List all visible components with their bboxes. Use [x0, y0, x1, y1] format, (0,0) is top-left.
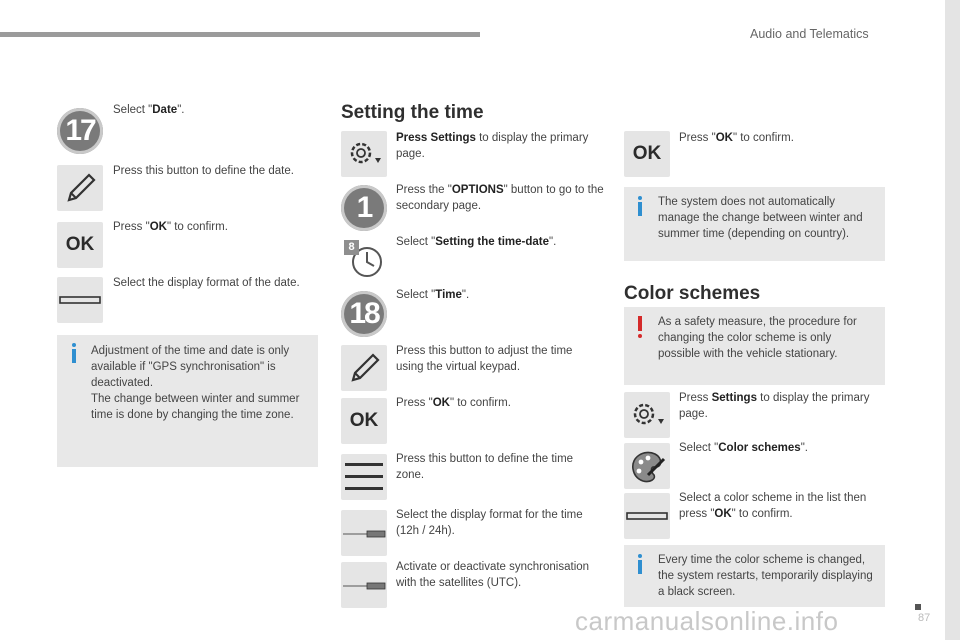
step-text-define-date: Press this button to define the date. [113, 165, 294, 177]
info-box-restart [624, 545, 885, 607]
info-icon-dot [72, 343, 76, 347]
pencil-icon [341, 345, 387, 391]
section-title: Audio and Telematics [750, 27, 869, 41]
watermark: carmanualsonline.info [575, 606, 839, 636]
menu-lines-icon [341, 454, 387, 500]
step-text-press-settings: Press Settings to display the primary page. [679, 392, 870, 420]
step-text-confirm: Press "OK" to confirm. [679, 132, 794, 144]
info-icon [638, 202, 642, 216]
step-badge-18: 18 [341, 291, 387, 337]
step-text-time-zone: Press this button to define the time zone. [396, 453, 574, 481]
heading-color-schemes: Color schemes [624, 283, 761, 304]
warning-icon [638, 316, 642, 331]
heading-setting-time: Setting the time [341, 102, 484, 123]
toggle-slider-icon [341, 562, 387, 608]
step-text-time: Select "Time". [396, 289, 470, 301]
step-text-keypad: Press this button to adjust the time using the virtual keypad. [396, 345, 573, 373]
header-bar [0, 32, 480, 37]
info-icon [638, 560, 642, 574]
info-text-gps: Adjustment of the time and date is only available if "GPS synchronisation" is deactivated. The change between winter and summer time is done by changing the time zone. [91, 345, 300, 421]
settings-icon [624, 392, 670, 438]
palette-icon [624, 443, 670, 489]
toggle-slider-icon [341, 510, 387, 556]
ok-icon: OK [57, 222, 103, 268]
page-edge-strip [945, 0, 960, 640]
info-box-winter-time [624, 187, 885, 261]
step-text-color-schemes: Select "Color schemes". [679, 442, 808, 454]
ok-icon: OK [624, 131, 670, 177]
clock-icon [341, 238, 387, 280]
warning-icon-dot [638, 334, 642, 338]
pencil-icon [57, 165, 103, 211]
page-number: 87 [918, 612, 931, 624]
info-icon-dot [638, 196, 642, 200]
step-text-date-format: Select the display format of the date. [113, 277, 300, 289]
step-text-select-scheme: Select a color scheme in the list then press "OK" to confirm. [679, 492, 867, 520]
step-text-press-settings: Press Settings to display the primary page. [396, 132, 589, 160]
step-text-options: Press the "OPTIONS" button to go to the secondary page. [396, 184, 604, 212]
step-badge-1: 1 [341, 185, 387, 231]
step-text-time-date: Select "Setting the time-date". [396, 236, 557, 248]
info-icon-dot [638, 554, 642, 558]
page-marker [915, 604, 921, 610]
info-text-winter-time: The system does not automatically manage the change between winter and summer time (depending on country). [658, 196, 863, 240]
ok-icon: OK [341, 398, 387, 444]
info-icon [72, 349, 76, 363]
warning-box-stationary [624, 307, 885, 385]
step-text-synchronisation: Activate or deactivate synchronisation with the satellites (UTC). [396, 561, 590, 589]
format-bar-icon [624, 493, 670, 539]
warning-text-stationary: As a safety measure, the procedure for changing the color scheme is only possible with the vehicle stationary. [658, 316, 857, 360]
step-text-time-format: Select the display format for the time (12h / 24h). [396, 509, 583, 537]
step-text-select-date: Select "Date". [113, 104, 185, 116]
info-box-gps [57, 335, 318, 467]
clock-icon-number: 8 [348, 241, 355, 253]
settings-icon [341, 131, 387, 177]
step-text-confirm: Press "OK" to confirm. [113, 221, 228, 233]
step-badge-17: 17 [57, 108, 103, 154]
step-text-confirm: Press "OK" to confirm. [396, 397, 511, 409]
info-text-restart: Every time the color scheme is changed, the system restarts, temporarily displaying a black screen. [658, 554, 873, 598]
format-bar-icon [57, 277, 103, 323]
